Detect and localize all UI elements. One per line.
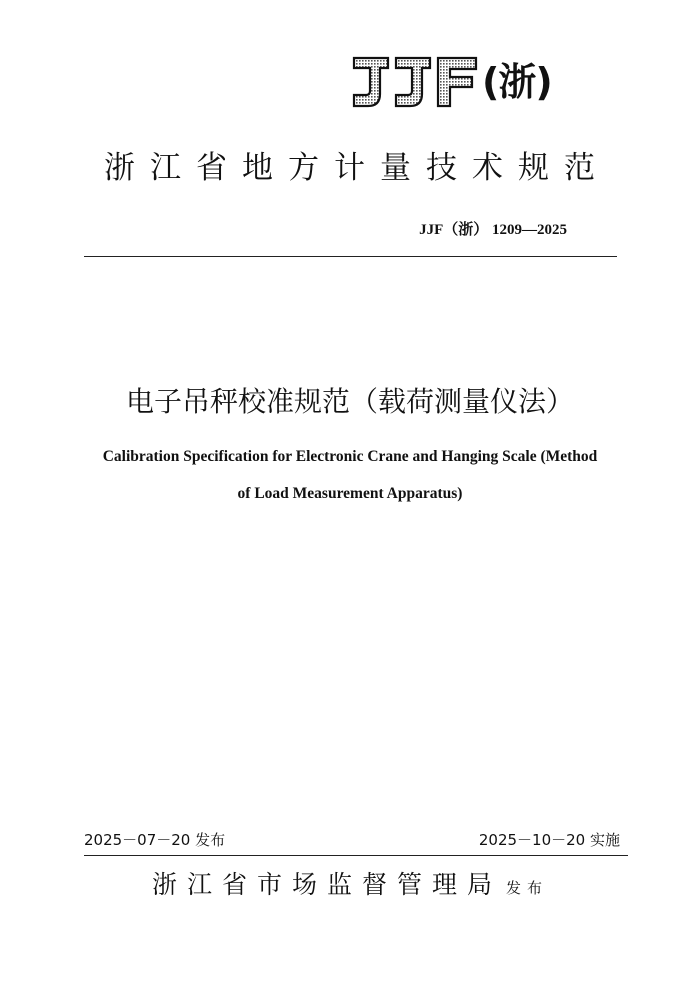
issuer-action: 发布 bbox=[506, 879, 549, 897]
document-code: JJF（浙） 1209—2025 bbox=[419, 222, 567, 238]
header-divider bbox=[84, 256, 617, 257]
title-english-line-2: of Load Measurement Apparatus) bbox=[237, 485, 463, 502]
issuing-category-title: 浙江省地方计量技术规范 bbox=[104, 150, 610, 186]
publish-date: 2025－07－20 发布 bbox=[84, 831, 226, 849]
document-title-english bbox=[50, 438, 650, 512]
standard-logo bbox=[350, 52, 552, 112]
jjf-logo-mark bbox=[350, 54, 480, 110]
document-title-chinese: 电子吊秤校准规范（载荷测量仪法） bbox=[125, 385, 574, 418]
logo-province-suffix: (浙) bbox=[482, 60, 552, 104]
issuing-authority: 浙江省市场监督管理局 bbox=[151, 870, 502, 899]
footer-divider bbox=[84, 855, 628, 856]
title-english-line-1: Calibration Specification for Electronic Crane and Hanging Scale (Method bbox=[102, 448, 598, 465]
issuer-line bbox=[0, 865, 700, 908]
implementation-date: 2025－10－20 实施 bbox=[478, 831, 620, 849]
